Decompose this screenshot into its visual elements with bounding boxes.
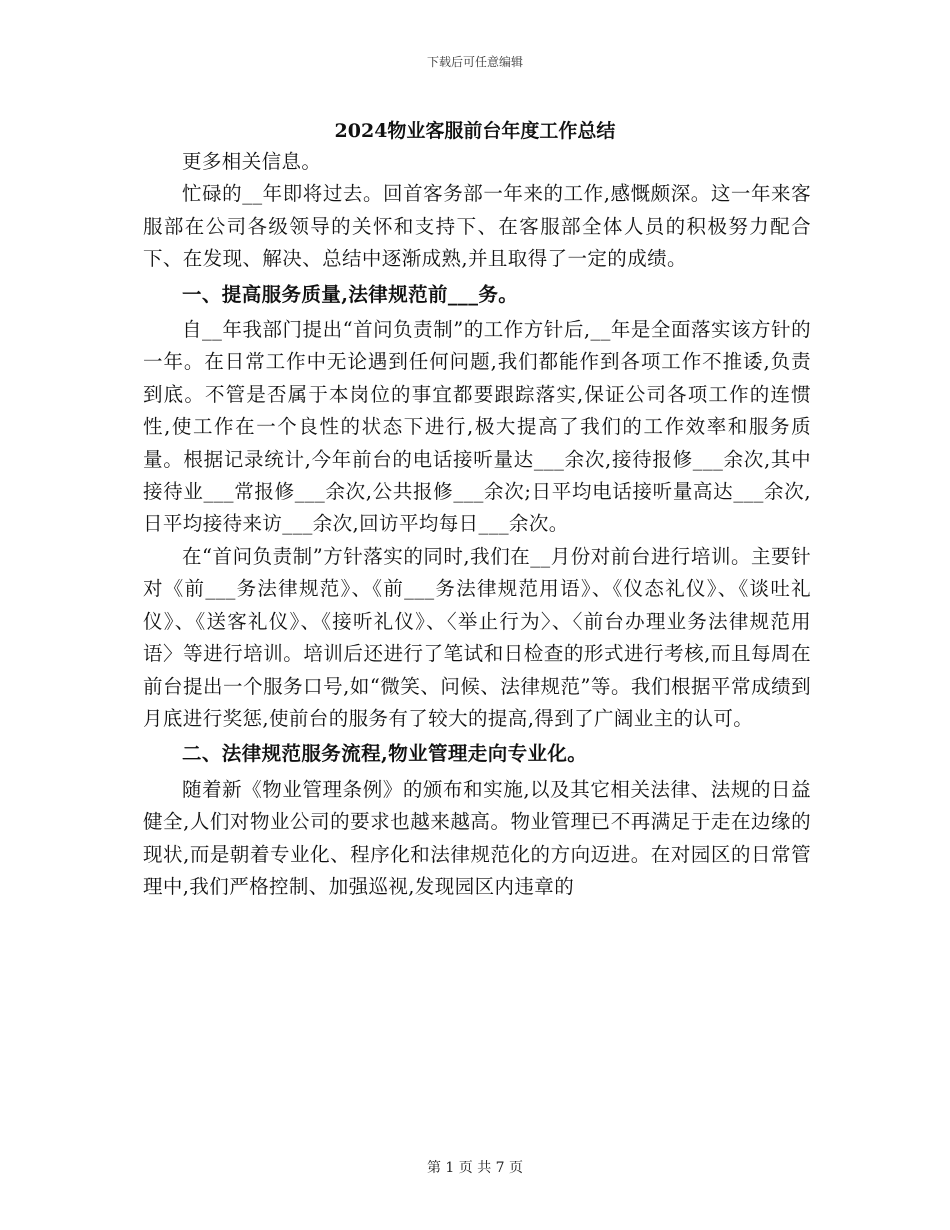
page-number: 第 1 页 共 7 页: [426, 1160, 524, 1176]
document-title: 2024物业客服前台年度工作总结: [334, 120, 616, 142]
page-header-note: 下载后可任意编辑: [426, 55, 523, 69]
section-heading-1: 一、提高服务质量,法律规范前___务。: [182, 282, 519, 306]
section-heading-2: 二、法律规范服务流程,物业管理走向专业化。: [182, 742, 588, 766]
paragraph-more-info: 更多相关信息。: [182, 150, 322, 173]
paragraph-regulations: 随着新《物业管理条例》的颁布和实施,以及其它相关法律、法规的日益健全,人们对物业公司的要求也越来越高。物业管理已不再满足于走在边缘的现状,而是朝着专业化、程序化和法律规范化的方向迈进。在对园区的日常管理中,我们严格控制、加强巡视,发现园区内违章的: [143, 777, 811, 898]
paragraph-first-inquiry: 自__年我部门提出“首问负责制”的工作方针后,__年是全面落实该方针的一年。在日常工作中无论遇到任何问题,我们都能作到各项工作不推诿,负责到底。不管是否属于本岗位的事宜都要跟踪落实,保证公司各项工作的连惯性,使工作在一个良性的状态下进行,极大提高了我们的工作效率和服务质量。根据记录统计,今年前台的电话接听量达___余次,接待报修___余次,其中接待业___常报修___余次,公共报修___余次;日平均电话接听量高达___余次,日平均接待来访___余次,回访平均每日___余次。: [143, 318, 811, 536]
paragraph-training: 在“首问负责制”方针落实的同时,我们在__月份对前台进行培训。主要针对《前___务法律规范》、《前___务法律规范用语》、《仪态礼仪》、《谈吐礼仪》、《送客礼仪》、《接听礼仪》、〈举止行为〉、〈前台办理业务法律规范用语〉等进行培训。培训后还进行了笔试和日检查的形式进行考核,而且每周在前台提出一个服务口号,如“微笑、问候、法律规范”等。我们根据平常成绩到月底进行奖惩,使前台的服务有了较大的提高,得到了广阔业主的认可。: [143, 544, 811, 730]
paragraph-intro: 忙碌的__年即将过去。回首客务部一年来的工作,感慨颇深。这一年来客服部在公司各级领导的关怀和支持下、在客服部全体人员的积极努力配合下、在发现、解决、总结中逐渐成熟,并且取得了一定的成绩。: [143, 182, 811, 271]
document-body: [143, 146, 811, 903]
